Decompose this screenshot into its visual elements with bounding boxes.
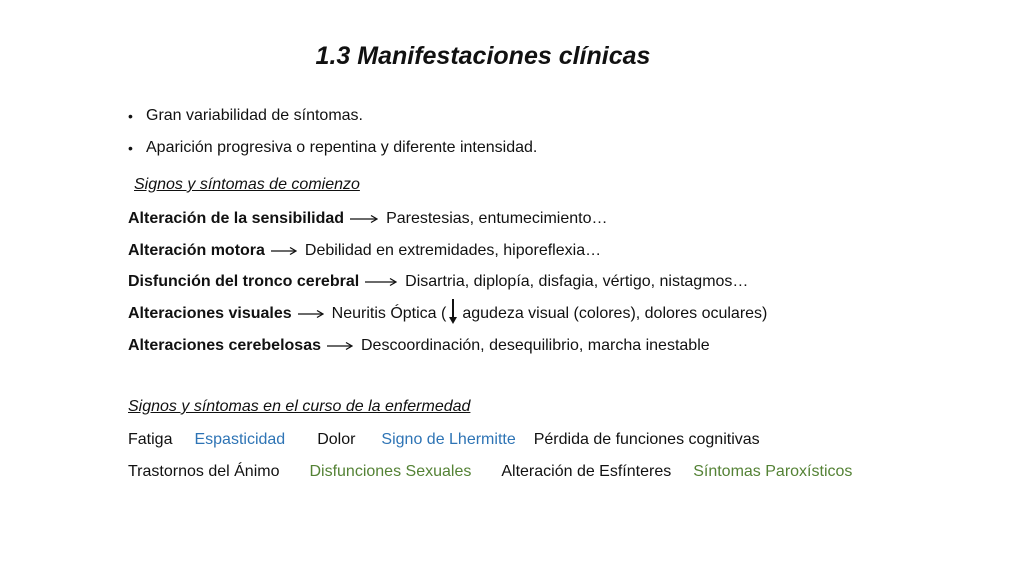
down-arrow-icon: [448, 299, 458, 330]
symptom-label: Alteraciones cerebelosas: [128, 337, 321, 354]
bullet-list: [128, 104, 537, 168]
symptom-label: Alteración de la sensibilidad: [128, 210, 345, 227]
symptom-line: [128, 271, 748, 293]
symptom-description-end: agudeza visual (colores), dolores oculares): [462, 305, 768, 322]
section-heading-onset: Signos y síntomas de comienzo: [134, 176, 360, 193]
bullet-dot: •: [128, 108, 133, 124]
symptom-description: Descoordinación, desequilibrio, marcha inestable: [361, 337, 710, 354]
bullet-item: • Aparición progresiva o repentina y diferente intensidad.: [128, 136, 537, 168]
course-item: Síntomas Paroxísticos: [693, 463, 853, 480]
course-item: Disfunciones Sexuales: [309, 463, 472, 480]
course-item: Espasticidad: [194, 431, 286, 448]
bullet-item: • Gran variabilidad de síntomas.: [128, 104, 537, 136]
course-item: Pérdida de funciones cognitivas: [533, 431, 760, 448]
course-item: Fatiga: [128, 431, 173, 448]
symptom-label: Disfunción del tronco cerebral: [128, 273, 360, 290]
right-arrow-icon: [271, 246, 297, 256]
course-item: Dolor: [317, 431, 356, 448]
course-item: Trastornos del Ánimo: [128, 463, 280, 480]
symptom-line: [128, 303, 767, 325]
symptom-label: Alteración motora: [128, 242, 265, 259]
symptom-line: [128, 335, 710, 357]
symptom-description: Disartria, diplopía, disfagia, vértigo, nistagmos…: [405, 273, 749, 290]
course-row-1: [128, 429, 760, 451]
symptom-description-start: Neuritis Óptica (: [331, 305, 447, 322]
course-item: Signo de Lhermitte: [381, 431, 516, 448]
right-arrow-icon: [350, 214, 378, 224]
right-arrow-icon: [365, 277, 397, 287]
course-item: Alteración de Esfínteres: [501, 463, 672, 480]
symptom-line: [128, 240, 601, 262]
symptom-description: Parestesias, entumecimiento…: [386, 210, 608, 227]
symptom-line: [128, 208, 608, 230]
right-arrow-icon: [298, 309, 324, 319]
bullet-dot: •: [128, 140, 133, 156]
section-heading-course: Signos y síntomas en el curso de la enfermedad: [128, 398, 471, 415]
symptom-label: Alteraciones visuales: [128, 305, 292, 322]
symptom-description: Debilidad en extremidades, hiporeflexia…: [304, 242, 602, 259]
slide-title: 1.3 Manifestaciones clínicas: [315, 42, 651, 70]
course-row-2: [128, 461, 852, 483]
right-arrow-icon: [327, 341, 353, 351]
